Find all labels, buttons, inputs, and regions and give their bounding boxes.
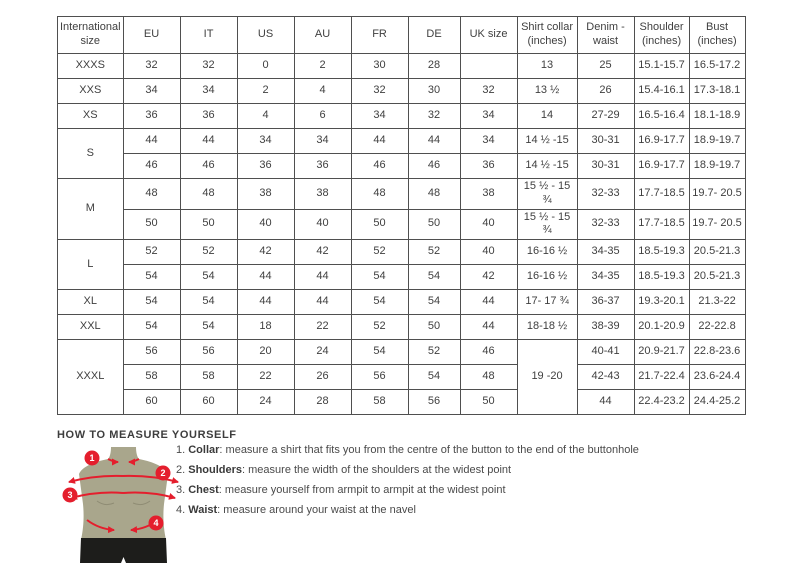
measure-point-badge-1 (85, 451, 100, 466)
shoulder-cell: 18.5-19.3 (634, 265, 689, 290)
size-cell: 40 (294, 209, 351, 240)
shoulder-cell: 21.7-22.4 (634, 365, 689, 390)
international-size-cell: XXS (58, 79, 124, 104)
shirt-collar-cell: 19 -20 (517, 340, 577, 415)
size-cell: 34 (123, 79, 180, 104)
shirt-collar-cell: 16-16 ½ (517, 240, 577, 265)
size-cell: 36 (237, 154, 294, 179)
size-cell: 54 (180, 315, 237, 340)
size-cell: 42 (460, 265, 517, 290)
size-cell: 6 (294, 104, 351, 129)
size-cell: 46 (123, 154, 180, 179)
shoulder-cell: 16.9-17.7 (634, 154, 689, 179)
shirt-collar-cell: 16-16 ½ (517, 265, 577, 290)
size-cell: 20 (237, 340, 294, 365)
bust-cell: 18.9-19.7 (689, 154, 745, 179)
size-cell: 50 (408, 209, 460, 240)
svg-text:1: 1 (89, 453, 95, 464)
international-size-cell: XXXS (58, 54, 124, 79)
table-row (58, 54, 746, 79)
shoulder-cell: 17.7-18.5 (634, 179, 689, 210)
shirt-collar-cell: 14 ½ -15 (517, 129, 577, 154)
international-size-cell: M (58, 179, 124, 240)
denim-waist-cell: 30-31 (577, 129, 634, 154)
size-cell: 36 (294, 154, 351, 179)
size-cell: 32 (351, 79, 408, 104)
international-size-cell: XXL (58, 315, 124, 340)
size-cell: 48 (460, 365, 517, 390)
size-cell: 28 (294, 390, 351, 415)
international-size-cell: XS (58, 104, 124, 129)
shirt-collar-cell: 18-18 ½ (517, 315, 577, 340)
size-cell: 34 (294, 129, 351, 154)
size-cell: 2 (294, 54, 351, 79)
measure-list-item (176, 440, 736, 460)
table-row (58, 104, 746, 129)
measure-item-number: 4. (176, 504, 189, 516)
table-row (58, 315, 746, 340)
bust-cell: 24.4-25.2 (689, 390, 745, 415)
measure-item-label: Shoulders (188, 464, 243, 476)
measure-point-badge-4 (149, 516, 164, 531)
size-cell: 18 (237, 315, 294, 340)
denim-waist-cell: 25 (577, 54, 634, 79)
international-size-cell: XL (58, 290, 124, 315)
measure-item-number: 3. (176, 484, 189, 496)
denim-waist-cell: 30-31 (577, 154, 634, 179)
shoulder-cell: 20.1-20.9 (634, 315, 689, 340)
column-header-2: IT (180, 17, 237, 54)
denim-waist-cell: 32-33 (577, 209, 634, 240)
column-header-5: FR (351, 17, 408, 54)
measure-item-number: 1. (176, 444, 189, 456)
measure-list-item (176, 460, 736, 480)
size-cell: 34 (180, 79, 237, 104)
measure-item-number: 2. (176, 464, 189, 476)
bust-cell: 23.6-24.4 (689, 365, 745, 390)
size-cell: 32 (123, 54, 180, 79)
bust-cell: 19.7- 20.5 (689, 179, 745, 210)
size-cell: 48 (180, 179, 237, 210)
size-cell: 32 (408, 104, 460, 129)
size-cell: 46 (460, 340, 517, 365)
size-cell: 54 (351, 340, 408, 365)
size-cell: 58 (351, 390, 408, 415)
measure-item-text: : measure a shirt that fits you from the centre of the button to the end of the buttonhole (219, 444, 639, 456)
bust-cell: 16.5-17.2 (689, 54, 745, 79)
svg-text:4: 4 (153, 518, 159, 529)
shirt-collar-cell: 14 (517, 104, 577, 129)
size-cell: 44 (460, 315, 517, 340)
column-header-4: AU (294, 17, 351, 54)
size-cell: 24 (294, 340, 351, 365)
size-cell: 22 (237, 365, 294, 390)
shoulder-cell: 18.5-19.3 (634, 240, 689, 265)
size-cell: 54 (180, 265, 237, 290)
size-cell: 44 (180, 129, 237, 154)
bust-cell: 22-22.8 (689, 315, 745, 340)
bust-cell: 18.9-19.7 (689, 129, 745, 154)
size-cell: 56 (408, 390, 460, 415)
size-cell: 48 (351, 179, 408, 210)
table-row (58, 129, 746, 154)
measure-list-item (176, 480, 736, 500)
column-header-1: EU (123, 17, 180, 54)
size-cell: 58 (180, 365, 237, 390)
size-cell: 54 (351, 290, 408, 315)
column-header-7: UK size (460, 17, 517, 54)
shoulder-cell: 16.5-16.4 (634, 104, 689, 129)
table-row (58, 365, 746, 390)
bust-cell: 18.1-18.9 (689, 104, 745, 129)
size-cell: 44 (294, 265, 351, 290)
shoulder-cell: 22.4-23.2 (634, 390, 689, 415)
size-cell: 50 (123, 209, 180, 240)
how-to-measure-title: HOW TO MEASURE YOURSELF (57, 429, 237, 441)
size-cell: 54 (123, 315, 180, 340)
size-cell: 4 (294, 79, 351, 104)
size-cell: 34 (237, 129, 294, 154)
bust-cell: 20.5-21.3 (689, 265, 745, 290)
shirt-collar-cell: 17- 17 ¾ (517, 290, 577, 315)
size-cell: 52 (408, 340, 460, 365)
size-cell: 56 (180, 340, 237, 365)
size-cell: 54 (180, 290, 237, 315)
denim-waist-cell: 32-33 (577, 179, 634, 210)
size-cell: 24 (237, 390, 294, 415)
size-cell: 34 (351, 104, 408, 129)
svg-text:3: 3 (67, 490, 73, 501)
denim-waist-cell: 38-39 (577, 315, 634, 340)
size-cell: 44 (237, 290, 294, 315)
size-cell: 52 (351, 315, 408, 340)
size-cell: 0 (237, 54, 294, 79)
denim-waist-cell: 36-37 (577, 290, 634, 315)
measure-item-label: Collar (188, 444, 220, 456)
size-cell: 60 (123, 390, 180, 415)
measure-point-badge-3 (63, 488, 78, 503)
shirt-collar-cell: 14 ½ -15 (517, 154, 577, 179)
measure-item-label: Waist (188, 504, 218, 516)
international-size-cell: XXXL (58, 340, 124, 415)
shirt-collar-cell: 13 ½ (517, 79, 577, 104)
size-cell: 44 (460, 290, 517, 315)
measure-item-text: : measure yourself from armpit to armpit at the widest point (218, 484, 506, 496)
size-cell: 44 (294, 290, 351, 315)
size-cell: 26 (294, 365, 351, 390)
table-row (58, 340, 746, 365)
size-cell: 54 (123, 265, 180, 290)
size-cell: 38 (294, 179, 351, 210)
size-cell: 44 (123, 129, 180, 154)
column-header-9: Denim - waist (577, 17, 634, 54)
size-cell: 56 (123, 340, 180, 365)
size-cell: 34 (460, 129, 517, 154)
size-cell: 4 (237, 104, 294, 129)
measure-item-text: : measure around your waist at the navel (217, 504, 416, 516)
size-cell: 30 (408, 79, 460, 104)
denim-waist-cell: 44 (577, 390, 634, 415)
size-cell: 40 (460, 209, 517, 240)
bust-cell: 19.7- 20.5 (689, 209, 745, 240)
bust-cell: 22.8-23.6 (689, 340, 745, 365)
size-cell: 36 (123, 104, 180, 129)
size-cell: 52 (351, 240, 408, 265)
size-cell: 46 (408, 154, 460, 179)
size-cell: 2 (237, 79, 294, 104)
international-size-cell: L (58, 240, 124, 290)
size-cell: 52 (408, 240, 460, 265)
size-cell (460, 54, 517, 79)
table-row (58, 265, 746, 290)
size-cell: 42 (294, 240, 351, 265)
size-cell: 54 (123, 290, 180, 315)
shoulder-cell: 19.3-20.1 (634, 290, 689, 315)
size-cell: 40 (460, 240, 517, 265)
size-cell: 54 (408, 290, 460, 315)
table-row (58, 154, 746, 179)
column-header-11: Bust (inches) (689, 17, 745, 54)
size-cell: 54 (351, 265, 408, 290)
column-header-6: DE (408, 17, 460, 54)
size-cell: 38 (460, 179, 517, 210)
size-cell: 50 (351, 209, 408, 240)
size-cell: 58 (123, 365, 180, 390)
size-cell: 36 (180, 104, 237, 129)
column-header-3: US (237, 17, 294, 54)
size-chart-header (58, 17, 746, 54)
svg-text:2: 2 (160, 468, 166, 479)
size-cell: 56 (351, 365, 408, 390)
size-cell: 48 (408, 179, 460, 210)
size-cell: 22 (294, 315, 351, 340)
size-cell: 50 (460, 390, 517, 415)
measure-item-text: : measure the width of the shoulders at the widest point (242, 464, 512, 476)
table-row (58, 240, 746, 265)
table-row (58, 209, 746, 240)
table-row (58, 390, 746, 415)
column-header-10: Shoulder (inches) (634, 17, 689, 54)
size-cell: 46 (351, 154, 408, 179)
size-cell: 50 (180, 209, 237, 240)
size-cell: 48 (123, 179, 180, 210)
size-cell: 44 (408, 129, 460, 154)
shoulder-cell: 20.9-21.7 (634, 340, 689, 365)
shoulder-cell: 16.9-17.7 (634, 129, 689, 154)
denim-waist-cell: 27-29 (577, 104, 634, 129)
measure-list (176, 440, 736, 520)
size-chart (57, 16, 746, 415)
denim-waist-cell: 34-35 (577, 265, 634, 290)
size-cell: 36 (460, 154, 517, 179)
denim-waist-cell: 42-43 (577, 365, 634, 390)
table-row (58, 179, 746, 210)
bust-cell: 20.5-21.3 (689, 240, 745, 265)
size-cell: 30 (351, 54, 408, 79)
column-header-8: Shirt collar (inches) (517, 17, 577, 54)
size-cell: 52 (123, 240, 180, 265)
table-row (58, 290, 746, 315)
size-cell: 42 (237, 240, 294, 265)
measure-list-item (176, 500, 736, 520)
size-cell: 46 (180, 154, 237, 179)
size-cell: 28 (408, 54, 460, 79)
size-cell: 50 (408, 315, 460, 340)
shorts-shape (80, 538, 167, 563)
shoulder-cell: 15.4-16.1 (634, 79, 689, 104)
size-cell: 60 (180, 390, 237, 415)
size-cell: 32 (460, 79, 517, 104)
size-cell: 32 (180, 54, 237, 79)
size-cell: 44 (351, 129, 408, 154)
denim-waist-cell: 26 (577, 79, 634, 104)
size-cell: 38 (237, 179, 294, 210)
size-chart-body (58, 54, 746, 415)
international-size-cell: S (58, 129, 124, 179)
size-cell: 34 (460, 104, 517, 129)
shirt-collar-cell: 15 ½ - 15 ¾ (517, 179, 577, 210)
table-row (58, 79, 746, 104)
denim-waist-cell: 40-41 (577, 340, 634, 365)
shirt-collar-cell: 13 (517, 54, 577, 79)
header-row (58, 17, 746, 54)
size-cell: 54 (408, 365, 460, 390)
column-header-0: International size (58, 17, 124, 54)
measure-point-badge-2 (156, 466, 171, 481)
size-cell: 52 (180, 240, 237, 265)
size-cell: 44 (237, 265, 294, 290)
shirt-collar-cell: 15 ½ - 15 ¾ (517, 209, 577, 240)
size-cell: 54 (408, 265, 460, 290)
bust-cell: 21.3-22 (689, 290, 745, 315)
bust-cell: 17.3-18.1 (689, 79, 745, 104)
size-chart-table (57, 16, 746, 415)
size-cell: 40 (237, 209, 294, 240)
denim-waist-cell: 34-35 (577, 240, 634, 265)
shoulder-cell: 15.1-15.7 (634, 54, 689, 79)
measure-item-label: Chest (188, 484, 219, 496)
shoulder-cell: 17.7-18.5 (634, 209, 689, 240)
